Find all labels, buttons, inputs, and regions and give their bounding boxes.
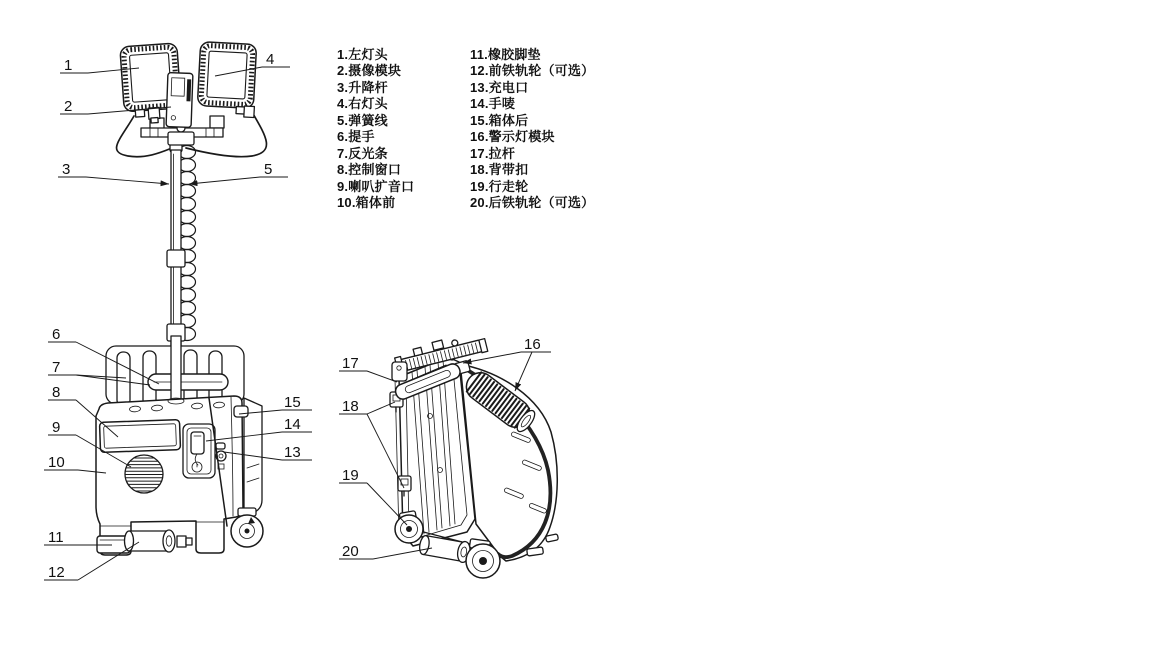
callout-number: 2 — [64, 98, 73, 115]
legend-item: 4.右灯头 — [337, 96, 388, 112]
legend-item: 18.背带扣 — [470, 162, 529, 178]
callout-number: 9 — [52, 419, 61, 436]
front-rail-wheel — [125, 530, 193, 552]
legend-item: 19.行走轮 — [470, 178, 529, 194]
callout-number: 8 — [52, 384, 61, 401]
mast-lower — [171, 336, 181, 400]
legend-item: 15.箱体后 — [470, 112, 529, 128]
legend-item: 14.手唛 — [470, 96, 516, 112]
callout-number: 3 — [62, 161, 71, 178]
carry-handle — [148, 374, 228, 390]
callout-number: 20 — [342, 543, 359, 560]
legend-item: 7.反光条 — [337, 145, 388, 161]
callout-number: 11 — [48, 529, 64, 546]
callout-number: 13 — [284, 444, 301, 461]
control-window — [100, 420, 181, 453]
callout-number: 18 — [342, 398, 359, 415]
callout-number: 5 — [264, 161, 273, 178]
camera-module — [166, 73, 193, 128]
callout-number: 17 — [342, 355, 359, 372]
callout-number: 10 — [48, 454, 65, 471]
callout-number: 14 — [284, 416, 301, 433]
legend-item: 5.弹簧线 — [337, 112, 388, 128]
front-view-figure — [96, 42, 266, 555]
legend-item: 20.后铁轨轮（可选） — [470, 195, 595, 211]
callout-number: 7 — [52, 359, 61, 376]
callout-19 — [339, 467, 407, 525]
legend-item: 3.升降杆 — [337, 79, 388, 95]
speaker-grille — [124, 455, 164, 493]
callout-number: 15 — [284, 394, 301, 411]
callout-number: 16 — [524, 336, 541, 353]
legend-item: 16.警示灯模块 — [470, 129, 555, 145]
callout-number: 6 — [52, 326, 61, 343]
parts-legend-column-2 — [470, 47, 594, 212]
legend-item: 10.箱体前 — [337, 195, 396, 211]
callout-3 — [58, 161, 169, 184]
callout-17 — [339, 355, 397, 382]
legend-item: 13.充电口 — [470, 79, 529, 95]
callout-20 — [339, 543, 432, 560]
callout-number: 1 — [64, 57, 73, 74]
legend-item: 1.左灯头 — [337, 47, 388, 62]
legend-item: 9.喇叭扩音口 — [337, 178, 415, 194]
legend-item: 2.摄像模块 — [337, 63, 402, 79]
legend-item: 17.拉杆 — [470, 145, 516, 161]
callout-5 — [189, 161, 288, 184]
callout-number: 12 — [48, 564, 65, 581]
legend-item: 11.橡胶脚垫 — [470, 47, 541, 62]
legend-item: 6.提手 — [337, 129, 375, 145]
parts-legend-column-1 — [337, 47, 414, 212]
hand-mic-panel — [183, 424, 215, 478]
legend-item: 12.前铁轨轮（可选） — [470, 63, 595, 79]
legend-item: 8.控制窗口 — [337, 162, 402, 178]
callout-number: 19 — [342, 467, 359, 484]
callout-number: 4 — [266, 51, 275, 68]
right-lamp-head — [197, 42, 258, 118]
rear-view-figure — [390, 330, 558, 578]
